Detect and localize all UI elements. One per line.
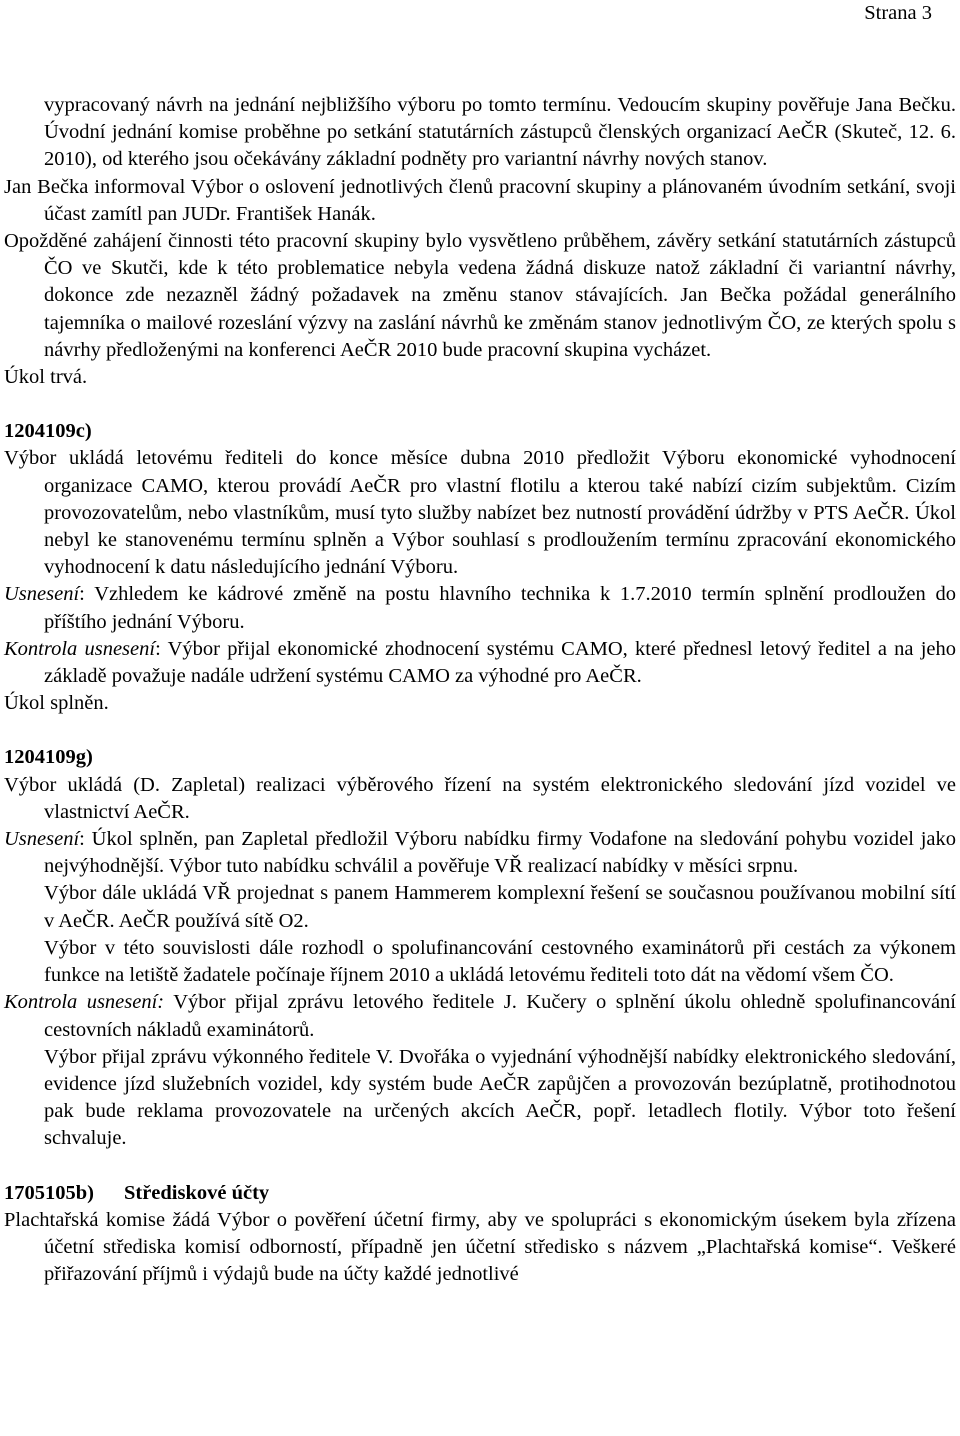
item-g-paragraph: Výbor ukládá (D. Zapletal) realizaci výběrového řízení na systém elektronického sledování jízd vozidel ve vlastnictví AeČR. <box>4 773 956 823</box>
intro-status: Úkol trvá. <box>4 366 88 389</box>
usneseni-label: Usnesení <box>4 828 80 851</box>
intro-paragraph-3: Opožděné zahájení činnosti této pracovní skupiny bylo vysvětleno průběhem, závěry setkání statutárních zástupců ČO ve Skutči, kde k této problematice nebyla vedena žádná diskuze natož základní či variantní návrhy, dokonce zde nezazněl žádný požadavek na změnu stanov stávajících. Jan Bečka požádal generálního tajemníka o mailové rozeslání výzvy na zaslání návrhů ke změnám stanov jednotlivým ČO, ze kterých spolu s návrhy předloženými na konferenci AeČR 2010 bude pracovní skupina vycházet. <box>4 230 956 361</box>
usneseni-label: Usnesení <box>4 583 80 606</box>
item-b-heading <box>4 1180 956 1207</box>
item-g-usneseni-2: Výbor dále ukládá VŘ projednat s panem Hammerem komplexní řešení se současnou používanou mobilní sítí v AeČR. AeČR používá sítě O2. <box>44 882 956 932</box>
item-c-status: Úkol splněn. <box>4 692 109 715</box>
item-g-usneseni-3: Výbor v této souvislosti dále rozhodl o spolufinancování cestovného examinátorů při cestách za výkonem funkce na letiště žadatele počínaje říjnem 2010 a ukládá letovému řediteli toto dát na vědomí všem ČO. <box>44 936 956 987</box>
item-g-kontrola-2: Výbor přijal zprávu výkonného ředitele V. Dvořáka o vyjednání výhodnější nabídky elektronického sledování, evidence jízd služebních vozidel, kdy systém bude AeČR zapůjčen a provozován bezúplatně, protihodnotou pak bude reklama provozovatele na určených akcích AeČR, popř. letadlech flotily. Výbor toto řešení schvaluje. <box>44 1045 956 1150</box>
item-c-paragraph: Výbor ukládá letovému řediteli do konce měsíce dubna 2010 předložit Výboru ekonomické vyhodnocení organizace CAMO, kterou provádí AeČR pro vlastní flotilu a kterou také nabízí cizím subjektům. Cizím provozovatelům, nebo vlastníkům, musí tyto služby nabízet bez nutností provádění údržby v PTS AeČR. Úkol nebyl ke stanovenému termínu splněn a Výbor souhlasí s prodloužením termínu zpracování ekonomického vyhodnocení k datu následujícího jednání Výboru. <box>4 447 956 579</box>
intro-paragraph-1: vypracovaný návrh na jednání nejbližšího výboru po tomto termínu. Vedoucím skupiny pověřuje Jana Bečku. Úvodní jednání komise proběhne po setkání statutárních zástupců členských organizací AeČR (Skuteč, 12. 6. 2010), od kterého jsou očekávány základní podněty pro variantní návrhy nových stanov. <box>44 94 956 171</box>
page-number: Strana 3 <box>864 2 932 24</box>
kontrola-label: Kontrola usnesení <box>4 637 156 660</box>
kontrola-text: : Výbor přijal ekonomické zhodnocení systému CAMO, které přednesl letový ředitel a na jeho základě považuje nadále udržení systému CAMO za výhodné pro AeČR. <box>44 637 956 688</box>
item-g-heading: 1204109g) <box>4 746 93 769</box>
item-c-kontrola <box>4 636 956 690</box>
item-c-heading: 1204109c) <box>4 420 92 443</box>
intro-paragraph-2: Jan Bečka informoval Výbor o oslovení jednotlivých členů pracovní skupiny a plánovaném úvodním setkání, svoji účast zamítl pan JUDr. František Hanák. <box>4 175 956 225</box>
usneseni-text: : Úkol splněn, pan Zapletal předložil Výboru nabídku firmy Vodafone na sledování pohybu vozidel jako nejvýhodnější. Výbor tuto nabídku schválil a pověřuje VŘ realizací nabídky v měsíci srpnu. <box>44 828 956 878</box>
kontrola-label: Kontrola usnesení: <box>4 991 165 1014</box>
item-b-paragraph: Plachtařská komise žádá Výbor o pověření účetní firmy, aby ve spolupráci s ekonomickým úsekem byla zřízena účetní střediska komisí odborností, případně jen účetní středisko s názvem „Plachtařská komise“. Veškeré přiřazování příjmů i výdajů bude na účty každé jednotlivé <box>4 1208 956 1286</box>
item-g-kontrola <box>4 989 956 1043</box>
item-b-id: 1705105b) <box>4 1181 94 1204</box>
item-b-title: Střediskové účty <box>123 1181 270 1204</box>
document-body <box>4 92 956 1288</box>
item-c-usneseni <box>4 581 956 635</box>
usneseni-text: : Vzhledem ke kádrové změně na postu hlavního technika k 1.7.2010 termín splnění prodloužen do příštího jednání Výboru. <box>44 583 956 633</box>
item-g-usneseni <box>4 826 956 880</box>
kontrola-text: Výbor přijal zprávu letového ředitele J. Kučery o splnění úkolu ohledně spolufinancování cestovních nákladů examinátorů. <box>44 991 956 1041</box>
